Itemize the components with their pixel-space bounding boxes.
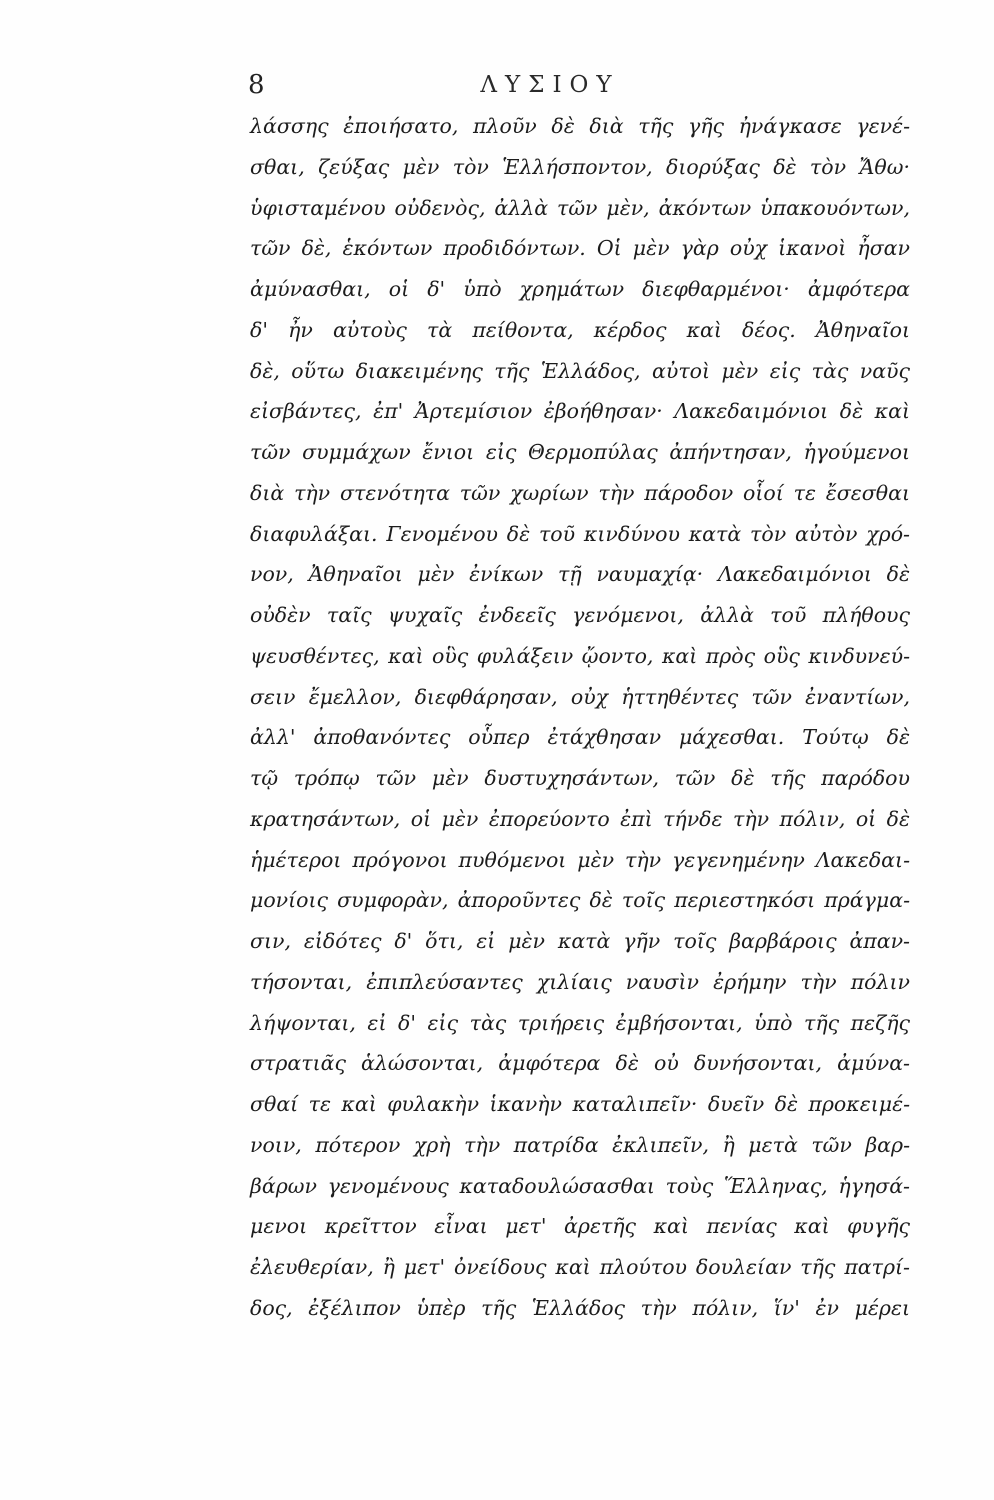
- text-line: λάσσης ἐποιήσατο, πλοῦν δὲ διὰ τῆς γῆς ἠνάγκασε γενέ-: [250, 114, 910, 138]
- text-line: τῷ τρόπῳ τῶν μὲν δυστυχησάντων, τῶν δὲ τῆς παρόδου: [250, 766, 910, 790]
- text-line: ὑφισταμένου οὐδενὸς, ἀλλὰ τῶν μὲν, ἀκόντων ὑπακουόντων,: [250, 195, 910, 220]
- text-line: λήψονται, εἰ δ' εἰς τὰς τριήρεις ἐμβήσονται, ὑπὸ τῆς πεζῆς: [250, 1010, 910, 1035]
- text-line: δὲ, οὕτω διακειμένης τῆς Ἑλλάδος, αὐτοὶ μὲν εἰς τὰς ναῦς: [250, 358, 910, 383]
- text-line: σιν, εἰδότες δ' ὅτι, εἰ μὲν κατὰ γῆν τοῖς βαρβάροις ἀπαν-: [250, 929, 910, 953]
- text-line: εἰσβάντες, ἐπ' Ἀρτεμίσιον ἐβοήθησαν· Λακεδαιμόνιοι δὲ καὶ: [250, 399, 910, 424]
- text-line: σθαι, ζεύξας μὲν τὸν Ἑλλήσποντον, διορύξας δὲ τὸν Ἄθω·: [250, 154, 910, 179]
- text-line: βάρων γενομένους καταδουλώσασθαι τοὺς Ἕλληνας, ἡγησά-: [250, 1173, 910, 1198]
- text-line: σθαί τε καὶ φυλακὴν ἱκανὴν καταλιπεῖν· δυεῖν δὲ προκειμέ-: [250, 1092, 910, 1116]
- text-line: οὐδὲν ταῖς ψυχαῖς ἐνδεεῖς γενόμενοι, ἀλλὰ τοῦ πλήθους: [250, 603, 910, 627]
- text-line: διαφυλάξαι. Γενομένου δὲ τοῦ κινδύνου κατὰ τὸν αὐτὸν χρό-: [250, 521, 910, 546]
- body-text: [250, 106, 910, 1329]
- text-line: νοιν, πότερον χρὴ τὴν πατρίδα ἐκλιπεῖν, ἢ μετὰ τῶν βαρ-: [250, 1132, 910, 1157]
- text-line: ἀλλ' ἀποθανόντες οὗπερ ἐτάχθησαν μάχεσθαι. Τούτῳ δὲ: [250, 725, 910, 750]
- text-line: μονίοις συμφορὰν, ἀποροῦντες δὲ τοῖς περιεστηκόσι πράγμα-: [250, 888, 910, 913]
- text-line: νον, Ἀθηναῖοι μὲν ἐνίκων τῇ ναυμαχίᾳ· Λακεδαιμόνιοι δὲ: [250, 562, 910, 587]
- text-line: τῶν δὲ, ἑκόντων προδιδόντων. Οἱ μὲν γὰρ οὐχ ἱκανοὶ ἦσαν: [250, 236, 910, 261]
- text-line: δος, ἐξέλιπον ὑπὲρ τῆς Ἑλλάδος τὴν πόλιν, ἵν' ἐν μέρει: [250, 1295, 910, 1320]
- text-line: ἀμύνασθαι, οἱ δ' ὑπὸ χρημάτων διεφθαρμένοι· ἀμφότερα: [250, 277, 910, 301]
- text-line: ἡμέτεροι πρόγονοι πυθόμενοι μὲν τὴν γεγενημένην Λακεδαι-: [250, 847, 910, 872]
- text-line: δ' ἦν αὐτοὺς τὰ πείθοντα, κέρδος καὶ δέος. Ἀθηναῖοι: [250, 317, 910, 342]
- running-head: ΛΥΣΙΟΥ: [480, 72, 620, 98]
- text-line: στρατιᾶς ἁλώσονται, ἀμφότερα δὲ οὐ δυνήσονται, ἀμύνα-: [250, 1051, 910, 1076]
- text-line: ψευσθέντες, καὶ οὓς φυλάξειν ᾤοντο, καὶ πρὸς οὓς κινδυνεύ-: [250, 643, 910, 668]
- text-line: τῶν συμμάχων ἔνιοι εἰς Θερμοπύλας ἀπήντησαν, ἡγούμενοι: [250, 440, 910, 464]
- text-line: σειν ἔμελλον, διεφθάρησαν, οὐχ ἡττηθέντες τῶν ἐναντίων,: [250, 684, 910, 709]
- text-line: τήσονται, ἐπιπλεύσαντες χιλίαις ναυσὶν ἐρήμην τὴν πόλιν: [250, 969, 910, 994]
- page-number: 8: [248, 70, 265, 100]
- text-line: μενοι κρεῖττον εἶναι μετ' ἀρετῆς καὶ πενίας καὶ φυγῆς: [250, 1214, 910, 1239]
- text-line: διὰ τὴν στενότητα τῶν χωρίων τὴν πάροδον οἷοί τε ἔσεσθαι: [250, 480, 910, 505]
- text-line: κρατησάντων, οἱ μὲν ἐπορεύοντο ἐπὶ τήνδε τὴν πόλιν, οἱ δὲ: [250, 806, 910, 831]
- text-line: ἐλευθερίαν, ἢ μετ' ὀνείδους καὶ πλούτου δουλείαν τῆς πατρί-: [250, 1255, 910, 1279]
